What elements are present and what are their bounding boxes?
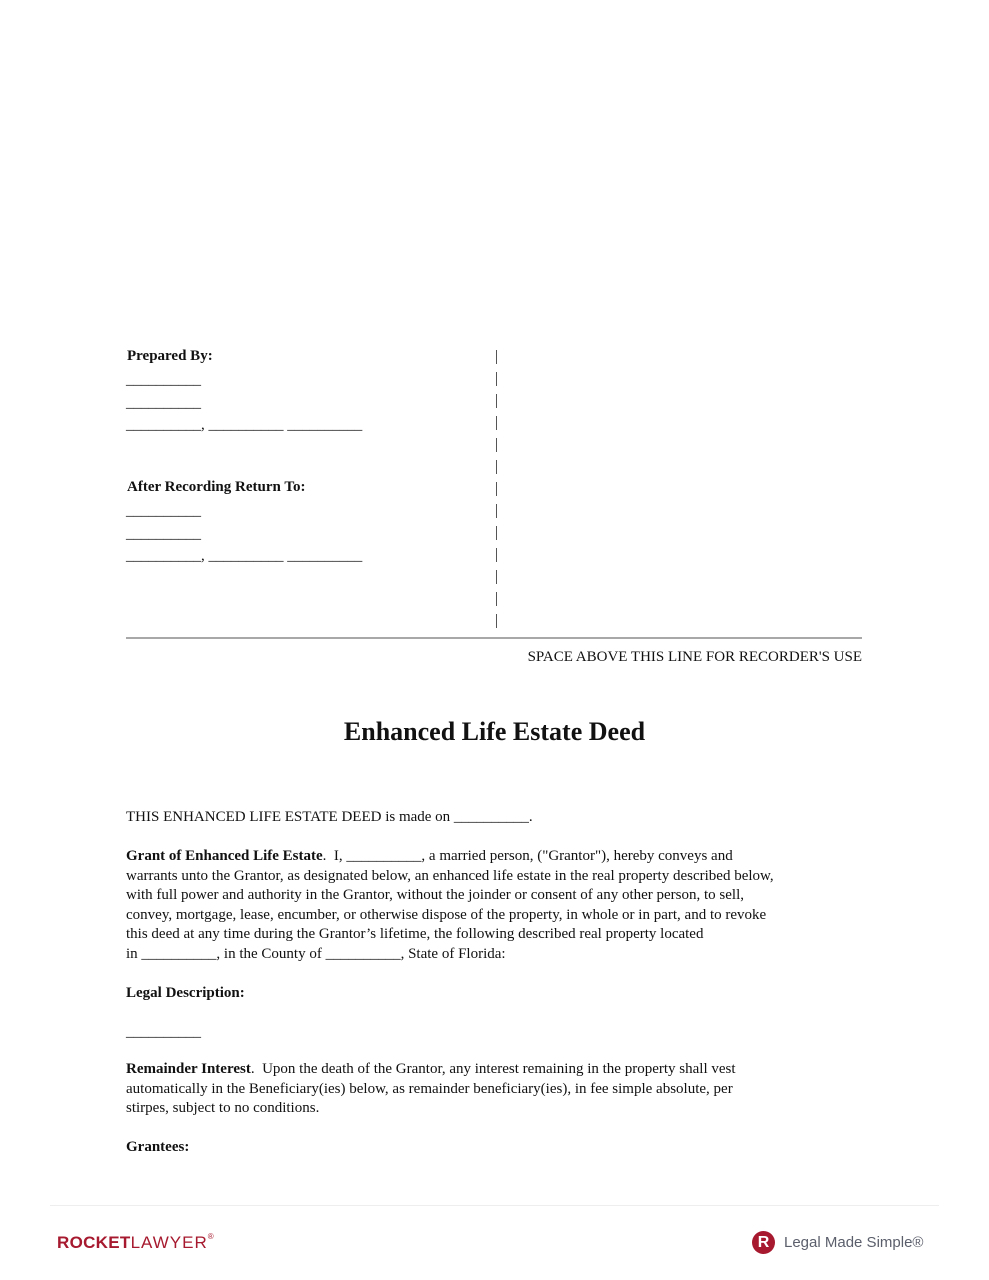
tagline-text: Legal Made Simple® — [784, 1234, 924, 1251]
grant-line: . I, __________, a married person, ("Grantor"), hereby conveys and — [322, 848, 733, 864]
rocket-lawyer-logo — [57, 1233, 214, 1253]
divider-pipe — [496, 350, 497, 364]
remainder-paragraph — [126, 1060, 866, 1119]
remainder-line: . Upon the death of the Grantor, any interest remaining in the property shall vest — [250, 1061, 736, 1077]
divider-pipe — [496, 526, 497, 540]
legal-description-blank: __________ — [126, 1024, 201, 1040]
remainder-heading: Remainder Interest — [126, 1061, 251, 1077]
intro-paragraph — [126, 808, 866, 828]
divider-pipe — [496, 438, 497, 452]
grantees-heading: Grantees: — [126, 1139, 190, 1155]
grant-line: this deed at any time during the Grantor’s lifetime, the following described real property located — [126, 926, 704, 942]
return-to-label: After Recording Return To: — [127, 479, 306, 495]
grant-line: warrants unto the Grantor, as designated below, an enhanced life estate in the real property described below, — [126, 867, 774, 884]
divider-pipe — [496, 372, 497, 386]
prepared-by-label: Prepared By: — [127, 348, 213, 364]
remainder-line: stirpes, subject to no conditions. — [126, 1100, 320, 1116]
return-to-name-blank: __________ — [126, 503, 201, 519]
grant-line: convey, mortgage, lease, encumber, or otherwise dispose of the property, in whole or in part, and to revoke — [126, 906, 767, 923]
divider-pipe — [496, 592, 497, 606]
divider-pipe — [496, 548, 497, 562]
footer-divider — [50, 1205, 939, 1206]
grant-line: in __________, in the County of __________, State of Florida: — [126, 945, 506, 962]
divider-pipe — [496, 460, 497, 474]
prepared-by-address-blank: __________ — [126, 395, 201, 411]
legal-description-heading: Legal Description: — [126, 985, 245, 1001]
intro-text: THIS ENHANCED LIFE ESTATE DEED is made on __________. — [126, 809, 533, 825]
rocket-lawyer-badge-icon: R — [752, 1231, 775, 1254]
divider-pipe — [496, 570, 497, 584]
grant-line: with full power and authority in the Grantor, without the joinder or consent of any other person, to sell, — [126, 887, 745, 903]
remainder-line: automatically in the Beneficiary(ies) below, as remainder beneficiary(ies), in fee simple absolute, per — [126, 1080, 733, 1097]
recorder-line — [126, 637, 862, 639]
return-to-address-blank: __________ — [126, 526, 201, 542]
recorder-note: SPACE ABOVE THIS LINE FOR RECORDER'S USE — [527, 649, 862, 665]
grant-heading: Grant of Enhanced Life Estate — [126, 848, 323, 864]
logo-registered-mark: ® — [207, 1232, 214, 1241]
return-to-city-state-zip-blank: __________, __________ __________ — [126, 548, 363, 564]
divider-pipe — [496, 614, 497, 628]
divider-pipe — [496, 482, 497, 496]
divider-pipe — [496, 504, 497, 518]
logo-rocket-text: ROCKET — [57, 1233, 131, 1252]
logo-lawyer-text: LAWYER — [130, 1233, 208, 1252]
divider-pipe — [496, 394, 497, 408]
prepared-by-city-state-zip-blank: __________, __________ __________ — [126, 417, 363, 433]
document-title: Enhanced Life Estate Deed — [343, 717, 646, 746]
divider-pipe — [496, 416, 497, 430]
footer-tagline — [752, 1231, 923, 1254]
grant-paragraph — [126, 847, 866, 964]
prepared-by-name-blank: __________ — [126, 372, 201, 388]
